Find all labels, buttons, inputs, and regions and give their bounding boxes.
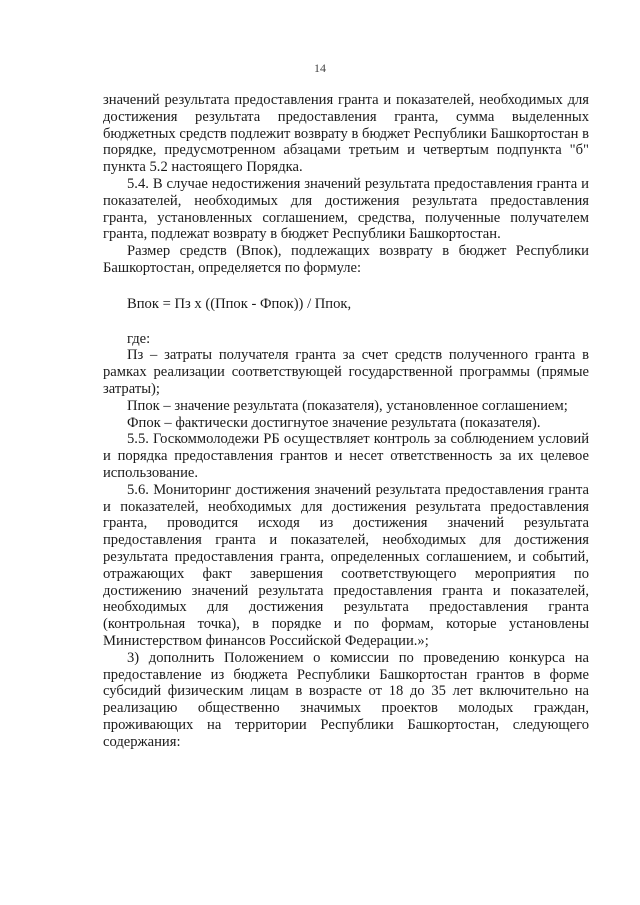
paragraph-definition-fpok: Фпок – фактически достигнутое значение результата (показателя). [127, 414, 541, 431]
page-number: 14 [314, 61, 326, 75]
paragraph-5-4: 5.4. В случае недостижения значений результата предоставления гранта и показателей, необходимых для достижения результата предоставления гранта, установленных соглашением, средства, полученные получателем гранта, подлежат возврату в бюджет Республики Башкортостан. [103, 175, 589, 243]
paragraph-where: где: [127, 330, 151, 347]
paragraph-refund-size: Размер средств (Впок), подлежащих возврату в бюджет Республики Башкортостан, определяется по формуле: [103, 243, 589, 276]
paragraph-definition-pz: Пз – затраты получателя гранта за счет средств полученного гранта в рамках реализации соответствующей государственной программы (прямые затраты); [103, 347, 589, 397]
paragraph-continuation: значений результата предоставления гранта и показателей, необходимых для достижения результата предоставления гранта, сумма выделенных бюджетных средств подлежит возврату в бюджет Республики Башкортостан в порядке, предусмотренном абзацами третьим и четвертым подпункта "б" пункта 5.2 настоящего Порядка. [103, 92, 589, 176]
paragraph-5-6: 5.6. Мониторинг достижения значений результата предоставления гранта и показателей, необходимых для достижения результата предоставления гранта, проводится исходя из достижения значений результата предоставления гранта и показателей, необходимых для достижения результата предоставления гранта, определенных соглашением, и событий, отражающих факт завершения соответствующего мероприятия по достижению значений результата предоставления гранта и показателей, необходимых для достижения результата предоставления гранта (контрольная точка), в порядке и по формам, которые установлены Министерством финансов Российской Федерации.»; [103, 481, 589, 649]
paragraph-definition-ppok: Ппок – значение результата (показателя), установленное соглашением; [127, 397, 568, 414]
paragraph-5-5: 5.5. Госкоммолодежи РБ осуществляет контроль за соблюдением условий и порядка предоставления грантов и несет ответственность за их целевое использование. [103, 431, 589, 481]
refund-formula: Впок = Пз х ((Ппок - Фпок)) / Ппок, [127, 295, 352, 312]
document-body [103, 92, 589, 750]
paragraph-3: 3) дополнить Положением о комиссии по проведению конкурса на предоставление из бюджета Республики Башкортостан грантов в форме субсидий физическим лицам в возрасте от 18 до 35 лет включительно на реализацию общественно значимых проектов молодых граждан, проживающих на территории Республики Башкортостан, следующего содержания: [103, 649, 589, 750]
